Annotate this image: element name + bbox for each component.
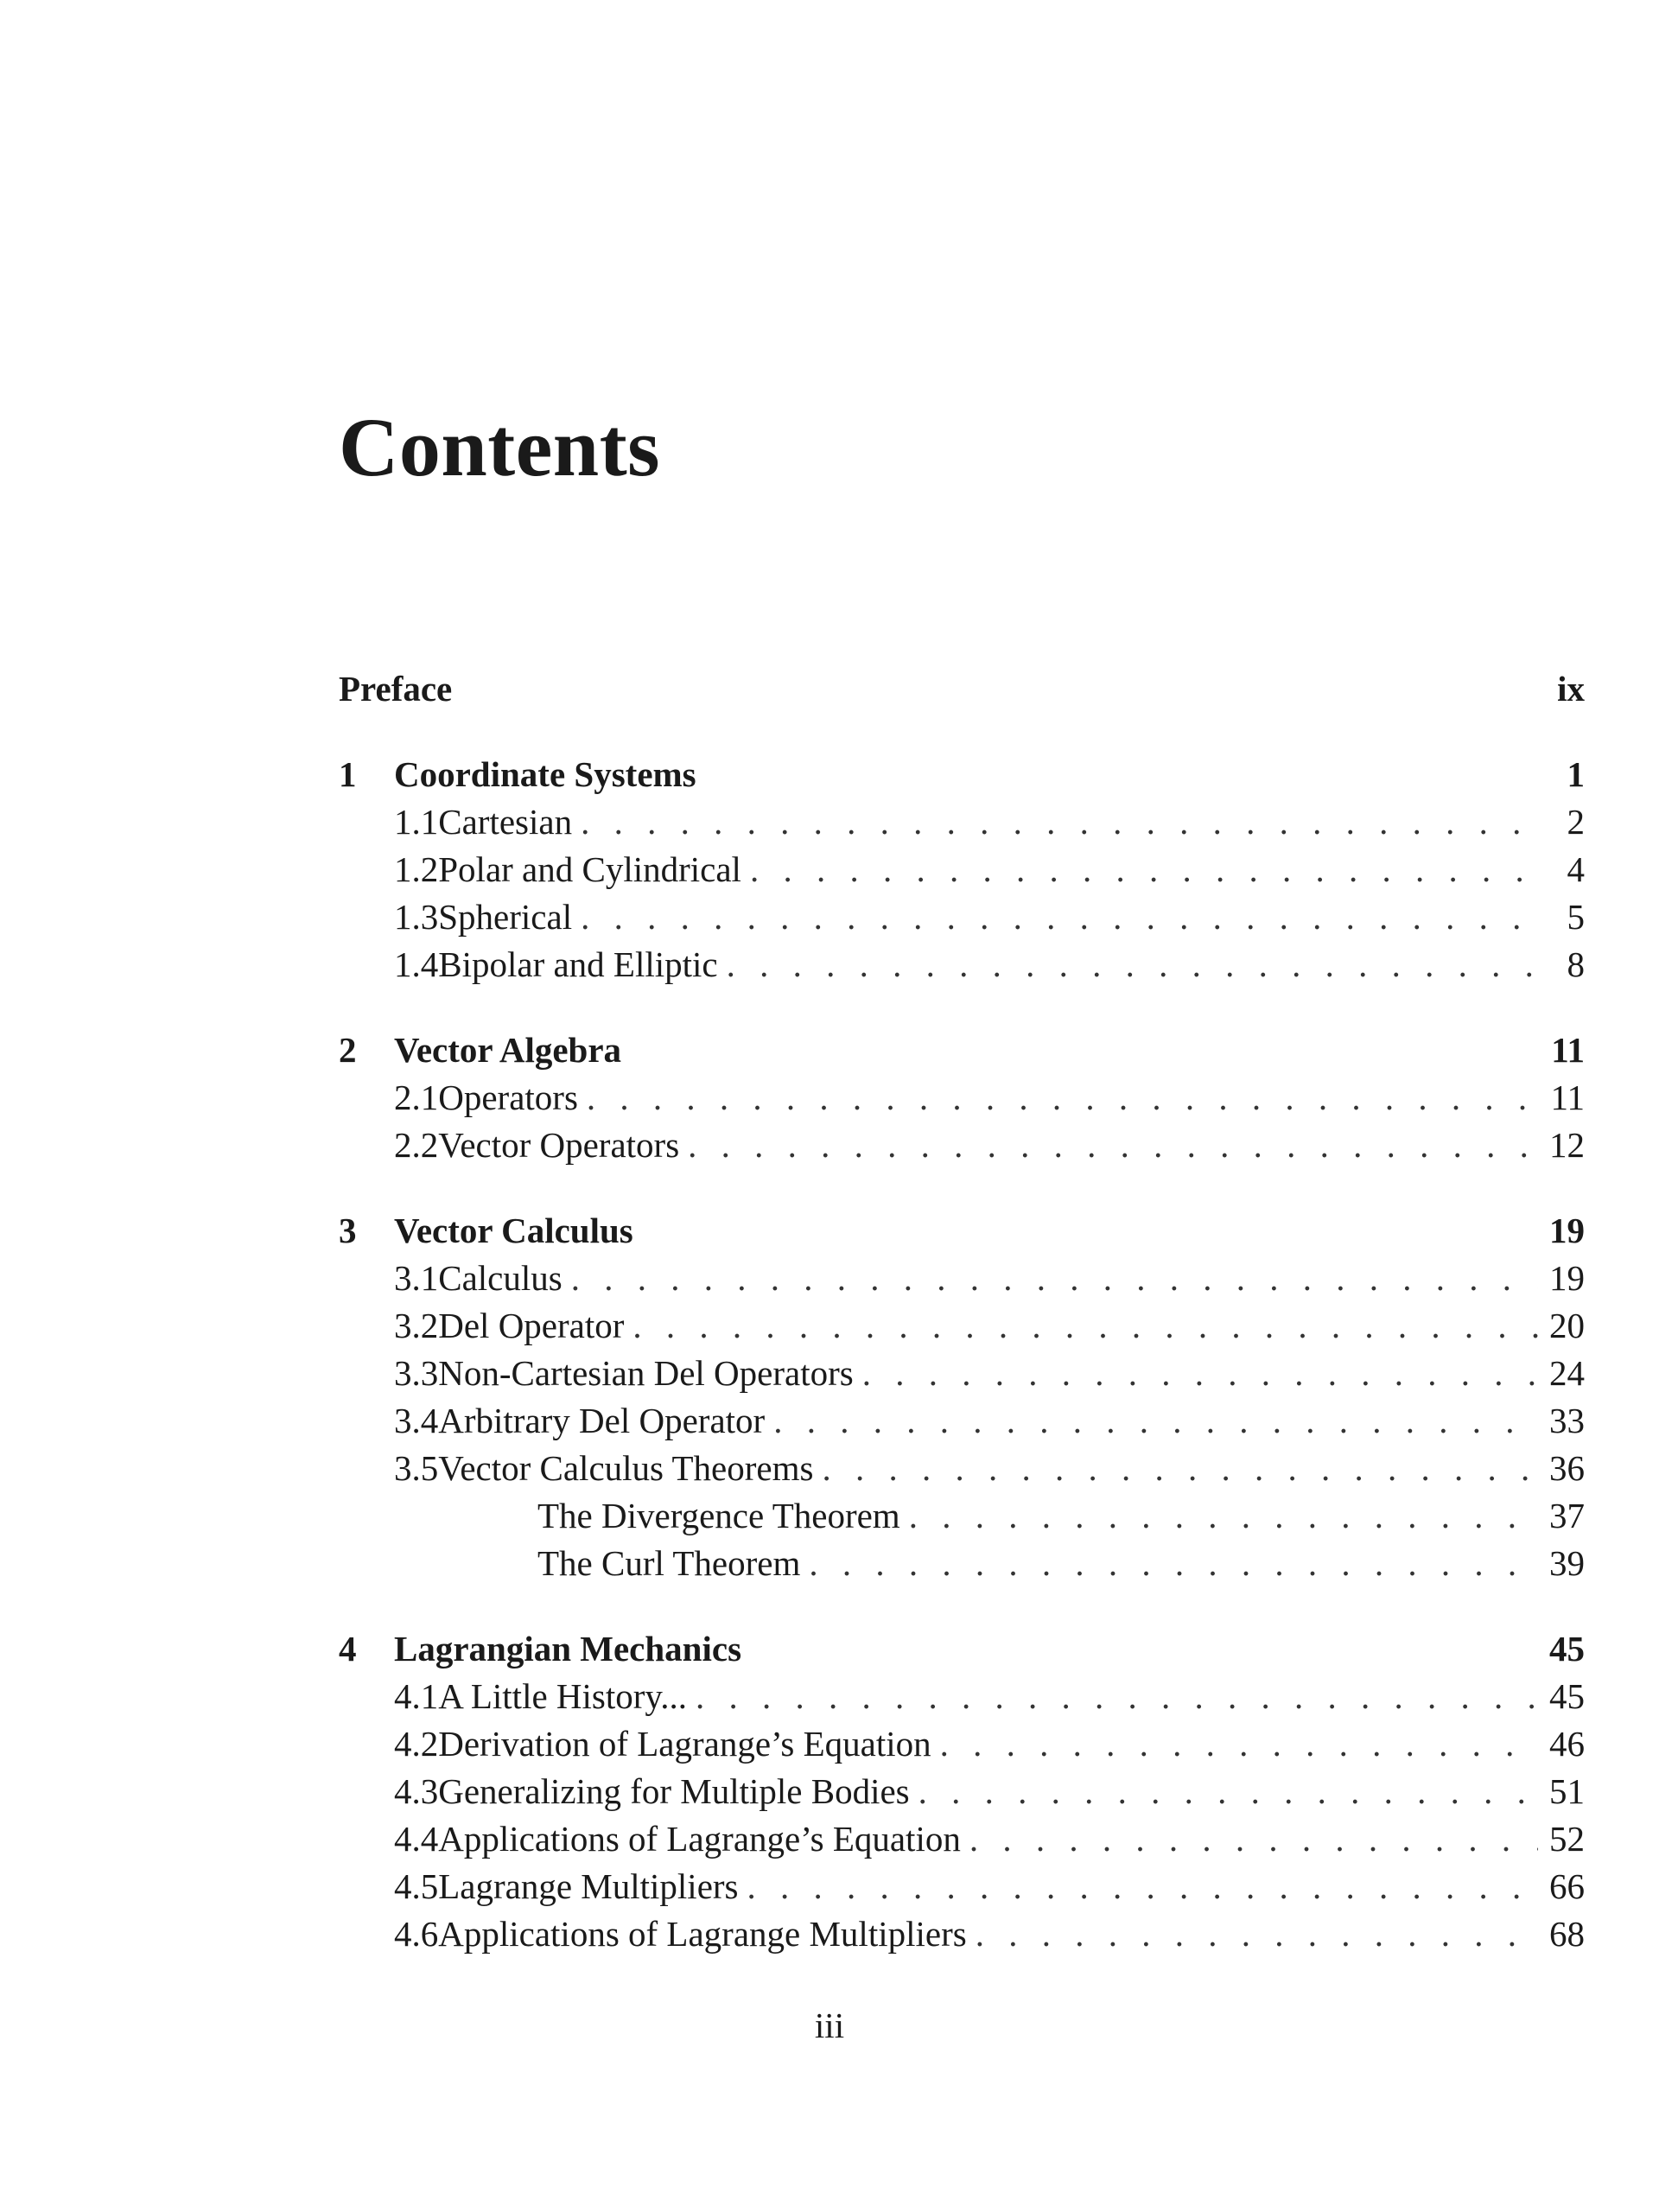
dot-leader [976,1910,1538,1958]
toc-section-4-1[interactable] [339,1673,1585,1720]
dot-leader [696,1673,1538,1720]
section-number: 3.2 [394,1306,439,1345]
toc-chapter-3[interactable] [339,1207,1585,1255]
section-page: 11 [1550,1077,1585,1117]
section-title: Generalizing for Multiple Bodies [438,1771,910,1811]
section-title: Lagrange Multipliers [438,1866,739,1906]
chapter-page: 19 [1549,1211,1585,1250]
toc-chapter-2[interactable] [339,1027,1585,1074]
chapter-title: Coordinate Systems [394,754,696,794]
dot-leader [581,798,1538,846]
toc-subsection-curl-theorem[interactable] [339,1540,1585,1587]
chapter-title: Lagrangian Mechanics [394,1629,742,1669]
chapter-number: 4 [339,1629,357,1669]
chapter-number: 2 [339,1030,357,1070]
subsection-title: The Curl Theorem [537,1543,801,1583]
dot-leader [632,1302,1538,1350]
dot-leader [918,1768,1538,1815]
subsection-page: 39 [1549,1543,1585,1583]
section-title: Vector Operators [438,1125,680,1165]
dot-leader [809,1540,1538,1587]
section-page: 8 [1567,944,1585,984]
chapter-page: 45 [1549,1629,1585,1669]
toc-section-3-3[interactable] [339,1350,1585,1397]
section-number: 4.2 [394,1724,439,1764]
chapter-number: 1 [339,754,357,794]
toc-section-1-1[interactable] [339,798,1585,846]
section-title: Operators [438,1077,578,1117]
subsection-title: The Divergence Theorem [537,1496,900,1535]
toc-section-1-4[interactable] [339,941,1585,988]
section-page: 4 [1567,849,1585,889]
dot-leader [969,1815,1538,1863]
toc-section-4-3[interactable] [339,1768,1585,1815]
section-number: 4.4 [394,1819,439,1859]
chapter-number: 3 [339,1211,357,1250]
section-number: 1.1 [394,802,439,842]
table-of-contents [339,665,1585,1958]
section-page: 51 [1549,1771,1585,1811]
section-title: Derivation of Lagrange’s Equation [438,1724,931,1764]
dot-leader [587,1074,1538,1122]
toc-entry-page: ix [1557,669,1585,709]
toc-chapter-1[interactable] [339,751,1585,798]
section-page: 33 [1549,1401,1585,1440]
dot-leader [750,846,1538,893]
section-title: Bipolar and Elliptic [438,944,718,984]
section-number: 1.3 [394,897,439,937]
section-page: 5 [1567,897,1585,937]
section-title: Arbitrary Del Operator [438,1401,766,1440]
toc-section-1-3[interactable] [339,893,1585,941]
section-number: 2.1 [394,1077,439,1117]
section-page: 24 [1549,1353,1585,1393]
page-title: Contents [339,401,661,493]
toc-section-4-6[interactable] [339,1910,1585,1958]
toc-section-3-5[interactable] [339,1445,1585,1492]
dot-leader [727,941,1538,988]
toc-section-4-2[interactable] [339,1720,1585,1768]
section-number: 4.3 [394,1771,439,1811]
section-title: Vector Calculus Theorems [438,1448,814,1488]
section-title: A Little History... [438,1676,687,1716]
section-page: 20 [1549,1306,1585,1345]
section-number: 4.5 [394,1866,439,1906]
section-number: 3.4 [394,1401,439,1440]
section-title: Spherical [438,897,573,937]
section-page: 66 [1549,1866,1585,1906]
toc-section-4-4[interactable] [339,1815,1585,1863]
chapter-page: 1 [1567,754,1585,794]
section-title: Non-Cartesian Del Operators [438,1353,854,1393]
dot-leader [862,1350,1538,1397]
toc-section-3-1[interactable] [339,1255,1585,1302]
section-page: 2 [1567,802,1585,842]
section-number: 3.5 [394,1448,439,1488]
section-page: 19 [1549,1258,1585,1298]
section-page: 46 [1549,1724,1585,1764]
dot-leader [773,1397,1538,1445]
toc-entry-title: Preface [339,669,453,709]
toc-section-2-1[interactable] [339,1074,1585,1122]
section-page: 45 [1549,1676,1585,1716]
page-number-footer: iii [814,2005,845,2045]
toc-entry-preface[interactable] [339,665,1585,713]
chapter-page: 11 [1551,1030,1585,1070]
section-title: Applications of Lagrange Multipliers [438,1914,967,1954]
dot-leader [909,1492,1538,1540]
section-number: 4.1 [394,1676,439,1716]
chapter-title: Vector Algebra [394,1030,622,1070]
dot-leader [822,1445,1538,1492]
section-page: 52 [1549,1819,1585,1859]
dot-leader [688,1122,1538,1169]
toc-section-3-4[interactable] [339,1397,1585,1445]
section-title: Calculus [438,1258,563,1298]
section-number: 2.2 [394,1125,439,1165]
section-number: 1.4 [394,944,439,984]
dot-leader [571,1255,1538,1302]
section-number: 4.6 [394,1914,439,1954]
section-page: 68 [1549,1914,1585,1954]
section-number: 3.3 [394,1353,439,1393]
toc-chapter-4[interactable] [339,1625,1585,1673]
toc-section-4-5[interactable] [339,1863,1585,1910]
toc-section-1-2[interactable] [339,846,1585,893]
chapter-title: Vector Calculus [394,1211,633,1250]
toc-subsection-divergence-theorem[interactable] [339,1492,1585,1540]
subsection-page: 37 [1549,1496,1585,1535]
section-page: 12 [1549,1125,1585,1165]
toc-section-3-2[interactable] [339,1302,1585,1350]
dot-leader [581,893,1538,941]
dot-leader [940,1720,1538,1768]
section-title: Polar and Cylindrical [438,849,741,889]
toc-section-2-2[interactable] [339,1122,1585,1169]
dot-leader [747,1863,1538,1910]
section-title: Applications of Lagrange’s Equation [438,1819,961,1859]
section-number: 1.2 [394,849,439,889]
section-title: Del Operator [438,1306,625,1345]
section-page: 36 [1549,1448,1585,1488]
section-number: 3.1 [394,1258,439,1298]
section-title: Cartesian [438,802,573,842]
